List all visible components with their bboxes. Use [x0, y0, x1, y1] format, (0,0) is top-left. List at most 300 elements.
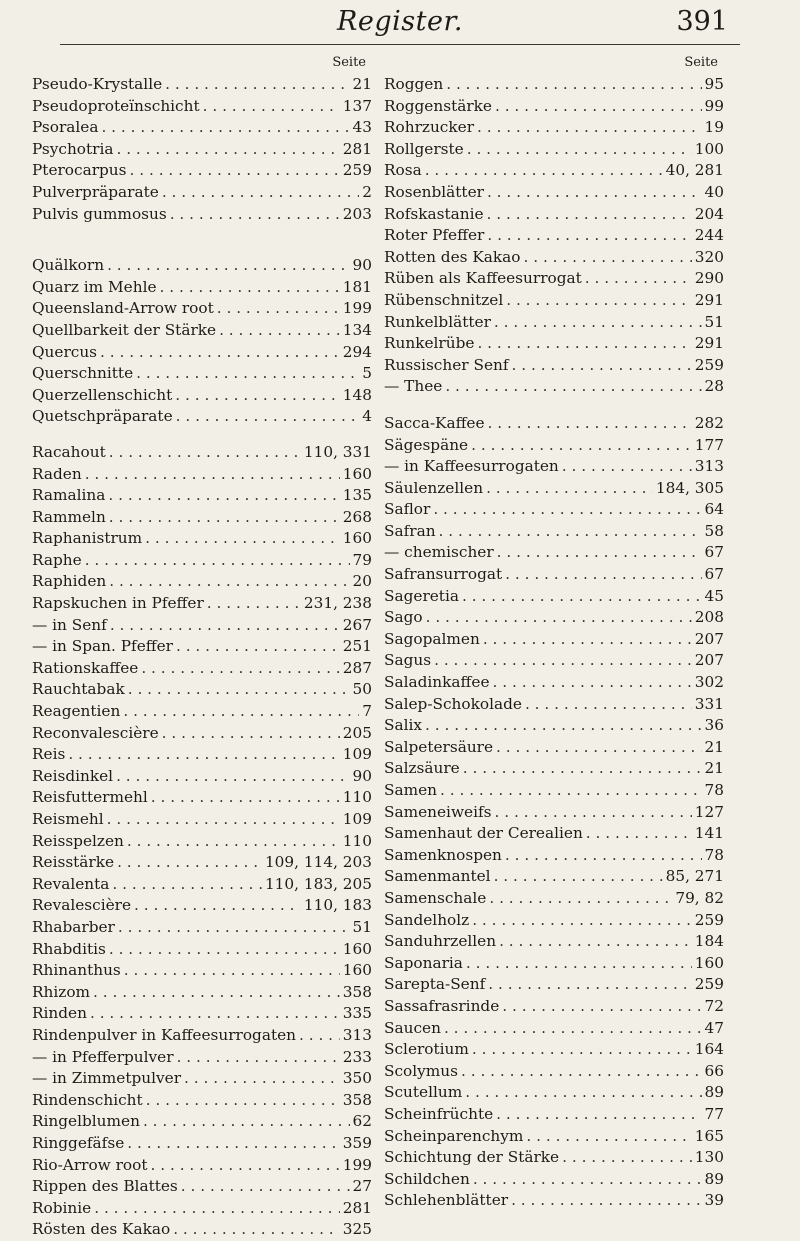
- entry-pages: 302: [694, 673, 724, 692]
- entry-term: — Thee: [384, 377, 443, 396]
- entry-pages: 259: [694, 975, 724, 994]
- entry-pages: 160: [342, 939, 372, 958]
- index-entry: [32, 831, 372, 853]
- entry-term: Sandelholz: [384, 910, 470, 929]
- entry-term: Rinden: [32, 1004, 87, 1023]
- entry-pages: 358: [342, 1090, 372, 1109]
- entry-pages: 109: [342, 745, 372, 764]
- index-entry: [384, 139, 724, 161]
- index-entry: [32, 320, 372, 342]
- entry-term: Safransurrogat: [384, 565, 503, 584]
- index-entry: [384, 845, 724, 867]
- entry-term: Salpetersäure: [384, 737, 494, 756]
- entry-pages: 110: [342, 831, 372, 850]
- index-entry: [384, 586, 724, 608]
- entry-term: Reisspelzen: [32, 831, 124, 850]
- entry-pages: 160: [694, 953, 724, 972]
- entry-pages: 66: [704, 1061, 724, 1080]
- dot-leader: [170, 204, 340, 226]
- index-entry: [32, 982, 372, 1004]
- index-entry: [32, 117, 372, 139]
- index-entry: [32, 139, 372, 161]
- index-entry: [384, 823, 724, 845]
- entry-term: Psoralea: [32, 118, 99, 137]
- entry-term: Ringelblumen: [32, 1112, 140, 1131]
- entry-pages: 294: [342, 342, 372, 361]
- index-entry: [384, 499, 724, 521]
- entry-term: Sagus: [384, 651, 432, 670]
- dot-leader: [499, 931, 692, 953]
- index-column-right: [384, 52, 724, 1212]
- index-entry: [32, 960, 372, 982]
- entry-pages: 109, 114, 203: [264, 853, 372, 872]
- dot-leader: [203, 96, 340, 118]
- entry-term: Revalescière: [32, 896, 132, 915]
- dot-leader: [425, 160, 663, 182]
- page-title: Register.: [337, 6, 463, 37]
- index-entry: [384, 521, 724, 543]
- entry-term: Sameneiweifs: [384, 802, 492, 821]
- index-entry: [32, 744, 372, 766]
- dot-leader: [107, 809, 340, 831]
- entry-term: Rübenschnitzel: [384, 290, 504, 309]
- dot-leader: [465, 1082, 701, 1104]
- dot-leader: [495, 802, 692, 824]
- entry-pages: 290: [694, 269, 724, 288]
- dot-leader: [93, 982, 340, 1004]
- dot-leader: [486, 478, 653, 500]
- entry-pages: 134: [342, 320, 372, 339]
- entry-pages: 20: [352, 572, 372, 591]
- entry-term: Raden: [32, 464, 82, 483]
- entry-pages: 164: [694, 1040, 724, 1059]
- entry-term: Rindenschicht: [32, 1090, 143, 1109]
- dot-leader: [434, 650, 692, 672]
- entry-term: Samenknospen: [384, 845, 502, 864]
- index-entry: [32, 787, 372, 809]
- index-entry: [32, 679, 372, 701]
- entry-term: Schlehenblätter: [384, 1191, 509, 1210]
- entry-term: Pulvis gummosus: [32, 204, 167, 223]
- group-gap: [32, 428, 372, 442]
- entry-pages: 58: [704, 521, 724, 540]
- dot-leader: [123, 701, 359, 723]
- index-entry: [384, 866, 724, 888]
- dot-leader: [444, 1018, 702, 1040]
- index-entry: [32, 701, 372, 723]
- entry-term: Psychotria: [32, 139, 114, 158]
- entry-term: Sägespäne: [384, 435, 469, 454]
- index-entry: [384, 780, 724, 802]
- index-entry: [384, 160, 724, 182]
- entry-term: Schildchen: [384, 1169, 470, 1188]
- entry-pages: 199: [342, 1155, 372, 1174]
- index-entry: [384, 996, 724, 1018]
- index-entry: [384, 117, 724, 139]
- dot-leader: [477, 333, 691, 355]
- dot-leader: [90, 1003, 340, 1025]
- index-entry: [32, 1155, 372, 1177]
- dot-leader: [162, 723, 340, 745]
- index-entry: [32, 1003, 372, 1025]
- index-entry: [32, 615, 372, 637]
- index-entry: [384, 888, 724, 910]
- entry-pages: 204: [694, 204, 724, 223]
- index-entry: [384, 268, 724, 290]
- entry-pages: 335: [342, 1004, 372, 1023]
- entry-pages: 110, 183: [303, 896, 372, 915]
- index-entry: [32, 204, 372, 226]
- dot-leader: [445, 376, 701, 398]
- entry-term: — in Kaffeesurrogaten: [384, 457, 559, 476]
- entry-pages: 64: [704, 500, 724, 519]
- entry-term: Saponaria: [384, 953, 463, 972]
- entry-term: Rippen des Blattes: [32, 1177, 178, 1196]
- dot-leader: [116, 139, 339, 161]
- dot-leader: [109, 442, 301, 464]
- entry-pages: 259: [694, 910, 724, 929]
- entry-pages: 67: [704, 565, 724, 584]
- dot-leader: [487, 204, 692, 226]
- index-entry: [384, 1082, 724, 1104]
- entry-pages: 95: [704, 75, 724, 93]
- entry-term: Salzsäure: [384, 759, 460, 778]
- dot-leader: [181, 1176, 350, 1198]
- dot-leader: [489, 888, 672, 910]
- entry-pages: 205: [342, 723, 372, 742]
- index-entry: [384, 910, 724, 932]
- entry-pages: 28: [704, 377, 724, 396]
- entry-term: Saladinkaffee: [384, 673, 490, 692]
- entry-term: Pterocarpus: [32, 161, 127, 180]
- dot-leader: [184, 1068, 340, 1090]
- index-entry: [32, 464, 372, 486]
- entry-pages: 282: [694, 413, 724, 432]
- entry-term: Pseudoproteïnschicht: [32, 96, 200, 115]
- index-entry: [384, 204, 724, 226]
- dot-leader: [117, 852, 262, 874]
- index-entry: [32, 874, 372, 896]
- index-entry: [384, 456, 724, 478]
- index-entry: [32, 442, 372, 464]
- index-entry: [384, 1169, 724, 1191]
- entry-term: — in Zimmetpulver: [32, 1069, 182, 1088]
- entry-pages: 99: [704, 96, 724, 115]
- dot-leader: [109, 939, 340, 961]
- entry-pages: 47: [704, 1018, 724, 1037]
- entry-pages: 89: [704, 1169, 724, 1188]
- index-group: [384, 413, 724, 1212]
- entry-pages: 358: [342, 982, 372, 1001]
- entry-pages: 51: [704, 312, 724, 331]
- entry-pages: 21: [704, 737, 724, 756]
- dot-leader: [177, 1047, 340, 1069]
- entry-term: Roter Pfeffer: [384, 226, 485, 245]
- entry-term: Reisdinkel: [32, 766, 114, 785]
- entry-pages: 2: [362, 182, 372, 201]
- index-entry: [384, 182, 724, 204]
- index-entry: [32, 593, 372, 615]
- index-groups: [384, 74, 724, 1212]
- index-entry: [32, 1047, 372, 1069]
- index-entry: [32, 1133, 372, 1155]
- dot-leader: [143, 1111, 350, 1133]
- entry-term: Sanduhrzellen: [384, 932, 497, 951]
- index-column-left: [32, 52, 372, 1241]
- dot-leader: [494, 866, 663, 888]
- dot-leader: [462, 586, 702, 608]
- entry-term: Sagopalmen: [384, 629, 480, 648]
- entry-term: Reisfuttermehl: [32, 788, 148, 807]
- dot-leader: [134, 895, 301, 917]
- entry-term: Rindenpulver in Kaffeesurrogaten: [32, 1025, 296, 1044]
- index-entry: [384, 931, 724, 953]
- entry-pages: 165: [694, 1126, 724, 1145]
- entry-term: Samen: [384, 781, 438, 799]
- entry-term: Rapskuchen in Pfeffer: [32, 594, 204, 613]
- index-entry: [32, 255, 372, 277]
- entry-term: Rhabditis: [32, 939, 106, 958]
- entry-pages: 78: [704, 845, 724, 864]
- entry-term: Samenmantel: [384, 867, 491, 886]
- entry-pages: 320: [694, 247, 724, 266]
- dot-leader: [526, 1126, 691, 1148]
- dot-leader: [118, 917, 350, 939]
- dot-leader: [108, 485, 339, 507]
- index-entry: [384, 1190, 724, 1212]
- entry-term: Rollgerste: [384, 139, 464, 158]
- entry-term: Reisstärke: [32, 853, 115, 872]
- entry-pages: 90: [352, 256, 372, 275]
- entry-pages: 7: [362, 702, 372, 721]
- index-entry: [32, 658, 372, 680]
- dot-leader: [146, 1090, 340, 1112]
- entry-pages: 184, 305: [655, 478, 724, 497]
- dot-leader: [100, 342, 340, 364]
- page-number: 391: [676, 6, 728, 37]
- dot-leader: [471, 435, 692, 457]
- index-entry: [384, 1126, 724, 1148]
- entry-pages: 207: [694, 651, 724, 670]
- dot-leader: [145, 528, 340, 550]
- index-entry: [384, 96, 724, 118]
- index-entry: [32, 342, 372, 364]
- entry-pages: 5: [362, 364, 372, 383]
- dot-leader: [116, 766, 349, 788]
- dot-leader: [439, 521, 702, 543]
- entry-term: Salep-Schokolade: [384, 694, 522, 713]
- dot-leader: [124, 960, 340, 982]
- index-entry: [32, 528, 372, 550]
- entry-term: Runkelrübe: [384, 334, 475, 353]
- dot-leader: [433, 499, 701, 521]
- entry-term: Quercus: [32, 342, 98, 361]
- entry-term: Sarepta-Senf: [384, 975, 486, 994]
- entry-pages: 251: [342, 637, 372, 656]
- entry-term: Saflor: [384, 500, 431, 519]
- dot-leader: [496, 737, 701, 759]
- dot-leader: [463, 758, 702, 780]
- entry-pages: 27: [352, 1177, 372, 1196]
- index-entry: [32, 1176, 372, 1198]
- page-header: [0, 6, 800, 46]
- dot-leader: [446, 74, 701, 96]
- entry-term: Rammeln: [32, 507, 106, 526]
- index-entry: [384, 607, 724, 629]
- index-entry: [32, 809, 372, 831]
- index-entry: [32, 485, 372, 507]
- index-entry: [32, 1025, 372, 1047]
- index-entry: [32, 1198, 372, 1220]
- dot-leader: [101, 117, 349, 139]
- entry-pages: 78: [704, 781, 724, 799]
- entry-pages: 207: [694, 629, 724, 648]
- entry-term: Rotten des Kakao: [384, 247, 521, 266]
- dot-leader: [176, 636, 340, 658]
- dot-leader: [461, 1061, 702, 1083]
- dot-leader: [219, 320, 340, 342]
- dot-leader: [141, 658, 339, 680]
- dot-leader: [472, 1039, 692, 1061]
- index-entry: [32, 363, 372, 385]
- entry-pages: 233: [342, 1047, 372, 1066]
- entry-pages: 110: [342, 788, 372, 807]
- index-group: [32, 74, 372, 225]
- index-entry: [384, 413, 724, 435]
- entry-pages: 291: [694, 334, 724, 353]
- index-entry: [32, 766, 372, 788]
- dot-leader: [176, 406, 360, 428]
- dot-leader: [473, 1169, 702, 1191]
- entry-pages: 313: [694, 457, 724, 476]
- dot-leader: [130, 160, 340, 182]
- dot-leader: [483, 629, 692, 651]
- dot-leader: [505, 845, 702, 867]
- entry-term: Reagentien: [32, 702, 121, 721]
- index-group: [384, 74, 724, 398]
- index-entry: [32, 852, 372, 874]
- entry-pages: 199: [342, 299, 372, 318]
- dot-leader: [511, 1190, 701, 1212]
- index-entry: [384, 542, 724, 564]
- entry-term: Queensland-Arrow root: [32, 299, 214, 318]
- entry-term: Raphe: [32, 550, 82, 569]
- index-entry: [384, 650, 724, 672]
- entry-pages: 40, 281: [665, 161, 724, 180]
- dot-leader: [493, 672, 692, 694]
- dot-leader: [175, 385, 340, 407]
- entry-term: Safran: [384, 521, 436, 540]
- entry-pages: 100: [694, 139, 724, 158]
- entry-pages: 85, 271: [665, 867, 724, 886]
- entry-pages: 89: [704, 1083, 724, 1102]
- entry-term: Querzellenschicht: [32, 385, 173, 404]
- dot-leader: [524, 247, 692, 269]
- dot-leader: [488, 413, 692, 435]
- dot-leader: [165, 74, 349, 96]
- group-gap: [384, 398, 724, 413]
- dot-leader: [477, 117, 702, 139]
- entry-term: Rio-Arrow root: [32, 1155, 148, 1174]
- entry-term: Rauchtabak: [32, 680, 125, 699]
- entry-term: Reis: [32, 745, 66, 764]
- index-groups: [32, 74, 372, 1241]
- dot-leader: [151, 1155, 340, 1177]
- dot-leader: [525, 694, 692, 716]
- dot-leader: [488, 974, 692, 996]
- dot-leader: [585, 268, 692, 290]
- entry-term: Quarz im Mehle: [32, 277, 157, 296]
- dot-leader: [586, 823, 692, 845]
- index-entry: [32, 160, 372, 182]
- dot-leader: [562, 456, 692, 478]
- dot-leader: [107, 255, 349, 277]
- entry-pages: 313: [342, 1025, 372, 1044]
- dot-leader: [207, 593, 301, 615]
- dot-leader: [426, 607, 692, 629]
- entry-pages: 45: [704, 586, 724, 605]
- index-entry: [32, 96, 372, 118]
- entry-pages: 177: [694, 435, 724, 454]
- entry-term: Samenhaut der Cerealien: [384, 824, 583, 843]
- entry-term: — in Span. Pfeffer: [32, 637, 173, 656]
- entry-term: Rösten des Kakao: [32, 1220, 171, 1239]
- entry-pages: 43: [352, 118, 372, 137]
- index-entry: [384, 737, 724, 759]
- entry-pages: 281: [342, 139, 372, 158]
- entry-pages: 231, 238: [303, 594, 372, 613]
- header-rule: [60, 44, 740, 45]
- entry-term: Säulenzellen: [384, 478, 484, 497]
- entry-term: Rhinanthus: [32, 961, 121, 980]
- dot-leader: [127, 1133, 340, 1155]
- index-entry: [384, 225, 724, 247]
- entry-pages: 127: [694, 802, 724, 821]
- index-entry: [32, 550, 372, 572]
- entry-pages: 281: [342, 1198, 372, 1217]
- entry-pages: 135: [342, 486, 372, 505]
- dot-leader: [128, 679, 350, 701]
- entry-pages: 50: [352, 680, 372, 699]
- index-entry: [32, 182, 372, 204]
- index-entry: [384, 758, 724, 780]
- entry-pages: 39: [704, 1191, 724, 1210]
- entry-pages: 359: [342, 1133, 372, 1152]
- entry-term: Sclerotium: [384, 1040, 469, 1059]
- entry-pages: 21: [704, 759, 724, 778]
- index-entry: [384, 1039, 724, 1061]
- entry-term: Robinie: [32, 1198, 92, 1217]
- index-entry: [384, 1147, 724, 1169]
- entry-pages: 90: [352, 766, 372, 785]
- index-entry: [384, 672, 724, 694]
- entry-term: Rosenblätter: [384, 182, 484, 201]
- entry-term: Scolymus: [384, 1061, 458, 1080]
- entry-pages: 181: [342, 277, 372, 296]
- dot-leader: [127, 831, 340, 853]
- index-entry: [384, 974, 724, 996]
- entry-term: Raphanistrum: [32, 529, 143, 548]
- dot-leader: [495, 96, 702, 118]
- seite-label: Seite: [684, 55, 718, 70]
- index-entry: [32, 939, 372, 961]
- seite-label: Seite: [332, 55, 366, 70]
- entry-term: Sago: [384, 608, 423, 627]
- dot-leader: [466, 953, 692, 975]
- index-entry: [384, 694, 724, 716]
- dot-leader: [85, 550, 350, 572]
- index-entry: [384, 715, 724, 737]
